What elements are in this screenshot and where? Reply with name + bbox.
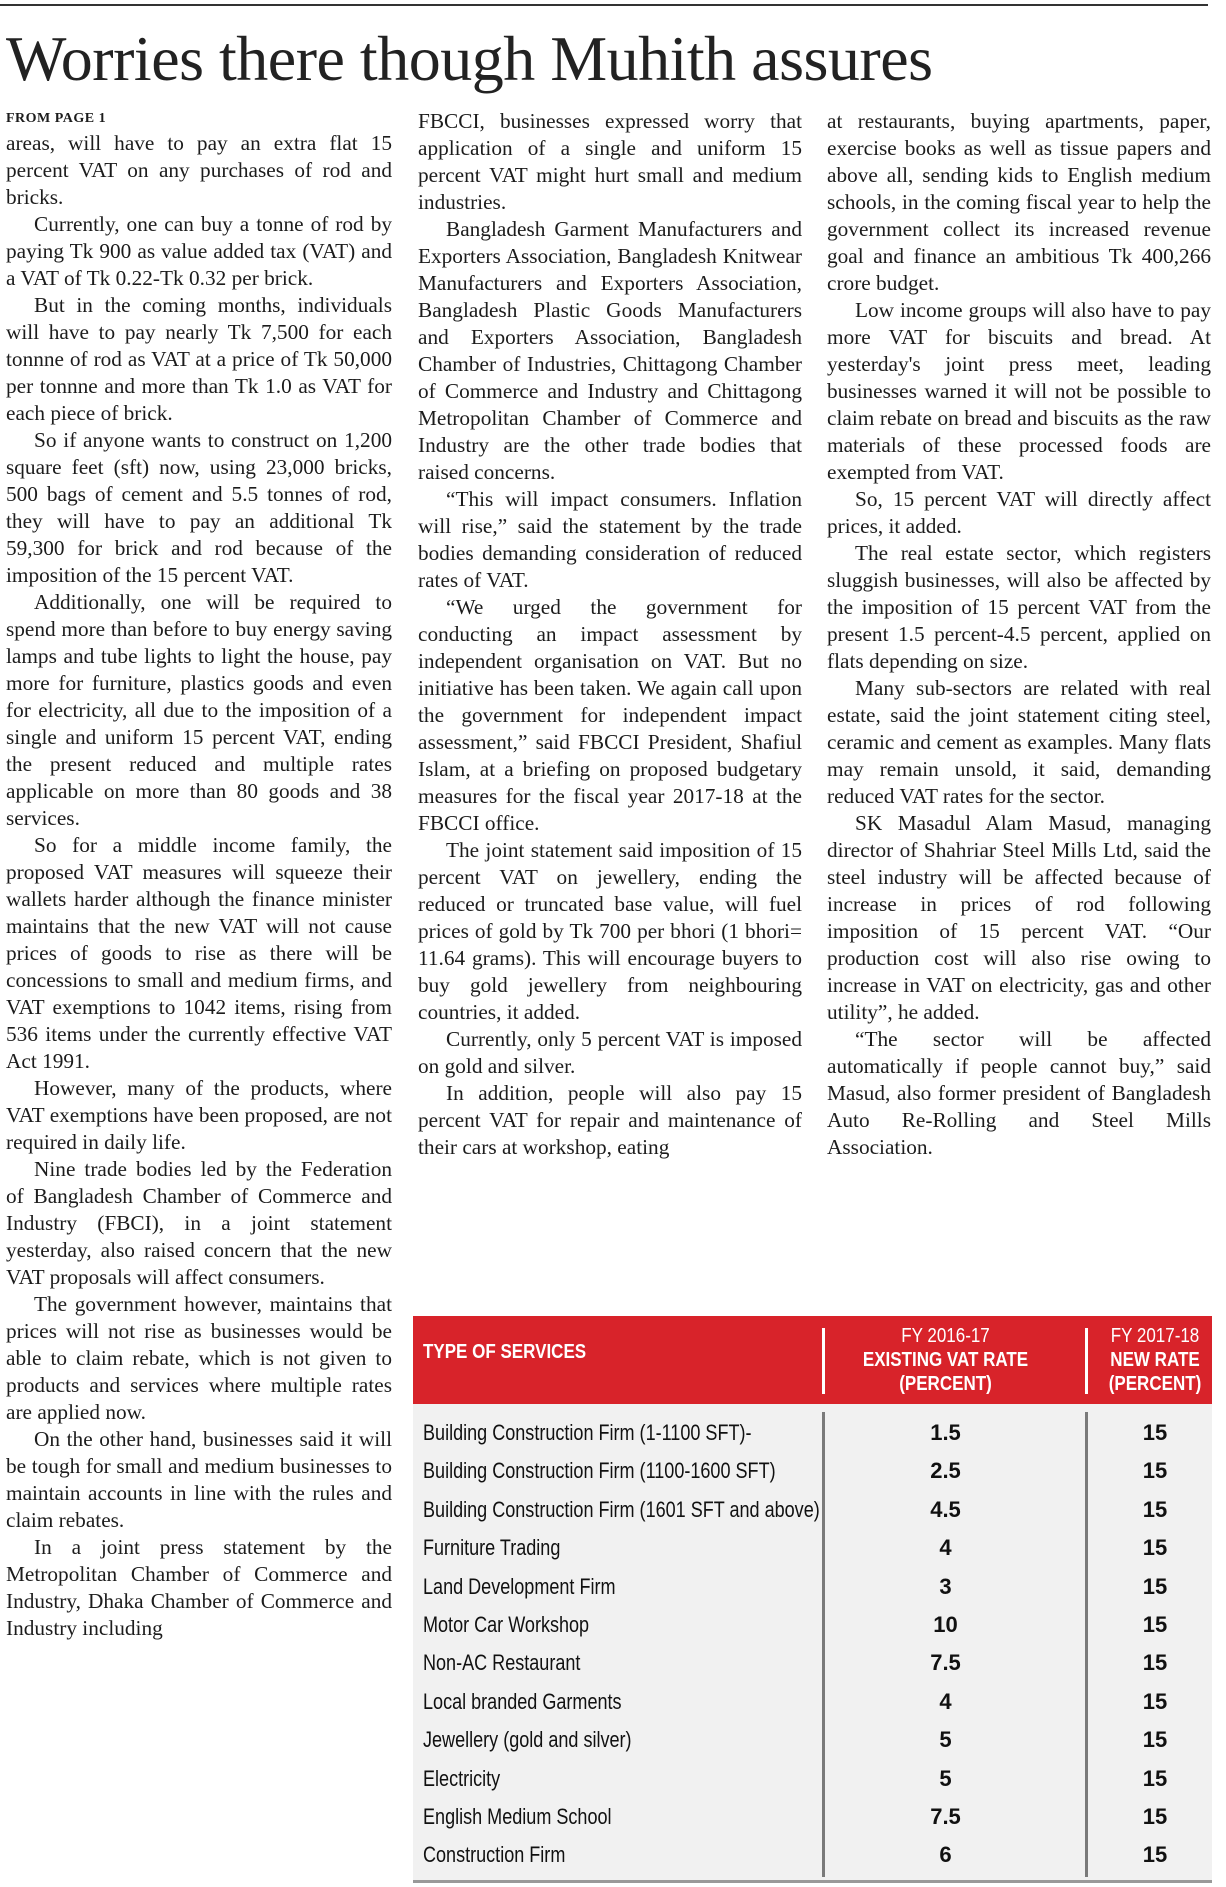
paragraph: areas, will have to pay an extra flat 15 percent VAT on any purchases of rod and bricks.	[6, 131, 392, 209]
paragraph: So if anyone wants to construct on 1,200 square feet (sft) now, using 23,000 bricks, 500 bags of cement and 5.5 tonnes of rod, they will have to pay an additional Tk 59,300 for brick and rod because of the imposition of the 15 percent VAT.	[6, 428, 392, 587]
existing-rate-value: 4	[939, 1688, 952, 1714]
table-header	[413, 1316, 1212, 1404]
paragraph: On the other hand, businesses said it will be tough for small and medium businesses to maintain accounts in line with the rules and claim rebates.	[6, 1427, 392, 1532]
existing-rate-value: 1.5	[930, 1420, 961, 1445]
paragraph: However, many of the products, where VAT exemptions have been proposed, are not required in daily life.	[6, 1076, 392, 1154]
paragraph: SK Masadul Alam Masud, managing director of Shahriar Steel Mills Ltd, said the steel industry will be affected because of increase in prices of rod following imposition of 15 percent VAT. “Our production cost will also rise owing to increase in VAT on electricity, gas and other utility”, he added.	[827, 811, 1211, 1024]
service-name: Building Construction Firm (1601 SFT and above)	[423, 1496, 820, 1522]
article-column-3	[827, 108, 1211, 1300]
service-name: English Medium School	[423, 1804, 612, 1829]
table-row	[413, 1414, 1212, 1452]
service-name: Non-AC Restaurant	[423, 1650, 581, 1676]
existing-rate-value: 5	[939, 1727, 952, 1753]
header-new-unit: (PERCENT)	[1108, 1373, 1202, 1395]
paragraph: “The sector will be affected automatically if people cannot buy,” said Masud, also former president of Bangladesh Auto Re-Rolling and Steel Mills Association.	[827, 1027, 1211, 1159]
continuation-label: FROM PAGE 1	[6, 111, 107, 126]
paragraph: at restaurants, buying apartments, paper, exercise books as well as tissue papers and above all, sending kids to English medium schools, in the coming fiscal year to help the government collect its increased revenue goal and finance an ambitious Tk 400,266 crore budget.	[827, 109, 1211, 295]
new-rate-value: 15	[1142, 1842, 1168, 1868]
paragraph: Nine trade bodies led by the Federation of Bangladesh Chamber of Commerce and Industry (FBCI), in a joint statement yesterday, also raised concern that the new VAT proposals will affect consumers.	[6, 1157, 392, 1289]
existing-rate-value: 3	[939, 1573, 952, 1599]
existing-rate-value: 2.5	[930, 1458, 961, 1484]
table-row	[413, 1836, 1212, 1874]
existing-rate-value: 4.5	[930, 1496, 961, 1522]
new-rate-value: 15	[1142, 1650, 1168, 1676]
new-rate-value: 15	[1142, 1727, 1168, 1753]
table-row	[413, 1798, 1212, 1836]
header-divider	[822, 1328, 825, 1394]
paragraph: Currently, one can buy a tonne of rod by paying Tk 900 as value added tax (VAT) and a VAT of Tk 0.22-Tk 0.32 per brick.	[6, 212, 392, 290]
new-rate-value: 15	[1142, 1765, 1168, 1791]
service-name: Local branded Garments	[423, 1688, 622, 1714]
new-rate-value: 15	[1142, 1612, 1168, 1637]
header-type-of-services: TYPE OF SERVICES	[423, 1341, 587, 1363]
header-existing-label: EXISTING VAT RATE	[862, 1349, 1029, 1371]
headline: Worries there though Muhith assures	[6, 23, 933, 94]
service-name: Jewellery (gold and silver)	[423, 1727, 632, 1753]
paragraph: Additionally, one will be required to spend more than before to buy energy saving lamps and tube lights to light the house, pay more for furniture, plastics goods and even for electricity, all due to the imposition of a single and uniform 15 percent VAT, ending the present reduced and multiple rates applicable on more than 80 goods and 38 services.	[6, 590, 392, 830]
service-name: Building Construction Firm (1-1100 SFT)-	[423, 1420, 752, 1445]
new-rate-value: 15	[1142, 1688, 1168, 1714]
existing-rate-value: 7.5	[930, 1804, 961, 1829]
existing-rate-value: 7.5	[930, 1650, 961, 1676]
header-new-year: FY 2017-18	[1110, 1325, 1200, 1347]
header-divider	[1085, 1328, 1088, 1394]
paragraph: But in the coming months, individuals will have to pay nearly Tk 7,500 for each tonnne of rod as VAT at a price of Tk 50,000 per tonnne and more than Tk 1.0 as VAT for each piece of brick.	[6, 293, 392, 425]
service-name: Furniture Trading	[423, 1535, 561, 1561]
existing-rate-value: 5	[939, 1765, 952, 1791]
existing-rate-value: 6	[939, 1842, 952, 1868]
service-name: Electricity	[423, 1765, 501, 1791]
header-new-rate	[1107, 1324, 1204, 1396]
new-rate-value: 15	[1142, 1458, 1168, 1484]
paragraph: The real estate sector, which registers sluggish businesses, will also be affected by the imposition of 15 percent VAT from the present 1.5 percent-4.5 percent, applied on flats depending on size.	[827, 541, 1211, 673]
article-column-1	[6, 108, 392, 1884]
paragraph: Low income groups will also have to pay more VAT for biscuits and bread. At yesterday's joint press meet, leading businesses warned it will not be possible to claim rebate on bread and biscuits as the raw materials of these processed foods are exempted from VAT.	[827, 298, 1211, 484]
paragraph: In addition, people will also pay 15 percent VAT for repair and maintenance of their cars at workshop, eating	[418, 1081, 802, 1159]
header-new-label: NEW RATE	[1110, 1349, 1200, 1371]
new-rate-value: 15	[1142, 1804, 1168, 1829]
header-existing-unit: (PERCENT)	[899, 1373, 992, 1395]
paragraph: Currently, only 5 percent VAT is imposed on gold and silver.	[418, 1027, 802, 1078]
article-column-2	[418, 108, 802, 1300]
new-rate-value: 15	[1142, 1573, 1168, 1599]
table-row	[413, 1721, 1212, 1759]
paragraph: FBCCI, businesses expressed worry that application of a single and uniform 15 percent VAT might hurt small and medium industries.	[418, 109, 802, 214]
top-rule	[0, 4, 1208, 6]
table-row	[413, 1644, 1212, 1682]
header-existing-year: FY 2016-17	[901, 1325, 990, 1347]
paragraph: Many sub-sectors are related with real estate, said the joint statement citing steel, ceramic and cement as examples. Many flats may remain unsold, it said, demanding reduced VAT rates for the sector.	[827, 676, 1211, 808]
table-row	[413, 1568, 1212, 1606]
paragraph: In a joint press statement by the Metropolitan Chamber of Commerce and Industry, Dhaka Chamber of Commerce and Industry including	[6, 1535, 392, 1640]
paragraph: “We urged the government for conducting an impact assessment by independent organisation on VAT. But no initiative has been taken. We again call upon the government for independent impact assessment,” said FBCCI President, Shafiul Islam, at a briefing on proposed budgetary measures for the fiscal year 2017-18 at the FBCCI office.	[418, 595, 802, 835]
service-name: Motor Car Workshop	[423, 1612, 590, 1637]
paragraph: The joint statement said imposition of 15 percent VAT on jewellery, ending the reduced or truncated base value, will fuel prices of gold by Tk 700 per bhori (1 bhori= 11.64 grams). This will encourage buyers to buy gold jewellery from neighbouring countries, it added.	[418, 838, 802, 1024]
paragraph: So, 15 percent VAT will directly affect prices, it added.	[827, 487, 1211, 538]
table-row	[413, 1760, 1212, 1798]
new-rate-value: 15	[1142, 1535, 1168, 1561]
paragraph: The government however, maintains that prices will not rise as businesses would be able to claim rebate, which is not given to products and services where multiple rates are applied now.	[6, 1292, 392, 1424]
table-row	[413, 1452, 1212, 1490]
existing-rate-value: 10	[933, 1612, 958, 1637]
table-row	[413, 1606, 1212, 1644]
existing-rate-value: 4	[939, 1535, 952, 1561]
service-name: Land Development Firm	[423, 1573, 616, 1599]
new-rate-value: 15	[1142, 1420, 1168, 1445]
vat-rate-table	[413, 1316, 1212, 1881]
table-row	[413, 1491, 1212, 1529]
service-name: Construction Firm	[423, 1842, 566, 1868]
bottom-rule	[413, 1880, 1212, 1883]
table-row	[413, 1683, 1212, 1721]
paragraph: So for a middle income family, the proposed VAT measures will squeeze their wallets harder although the finance minister maintains that the new VAT will not cause prices of goods to rise as there will be concessions to small and medium firms, and VAT exemptions to 1042 items, rising from 536 items under the currently effective VAT Act 1991.	[6, 833, 392, 1073]
service-name: Building Construction Firm (1100-1600 SFT)	[423, 1458, 776, 1484]
new-rate-value: 15	[1142, 1496, 1168, 1522]
table-row	[413, 1529, 1212, 1567]
header-existing-rate	[850, 1324, 1041, 1396]
paragraph: Bangladesh Garment Manufacturers and Exporters Association, Bangladesh Knitwear Manufacturers and Exporters Association, Bangladesh Plastic Goods Manufacturers and Exporters Association, Bangladesh Chamber of Industries, Chittagong Chamber of Commerce and Industry and Chittagong Metropolitan Chamber of Commerce and Industry are the other trade bodies that raised concerns.	[418, 217, 802, 484]
paragraph: “This will impact consumers. Inflation will rise,” said the statement by the trade bodies demanding consideration of reduced rates of VAT.	[418, 487, 802, 592]
